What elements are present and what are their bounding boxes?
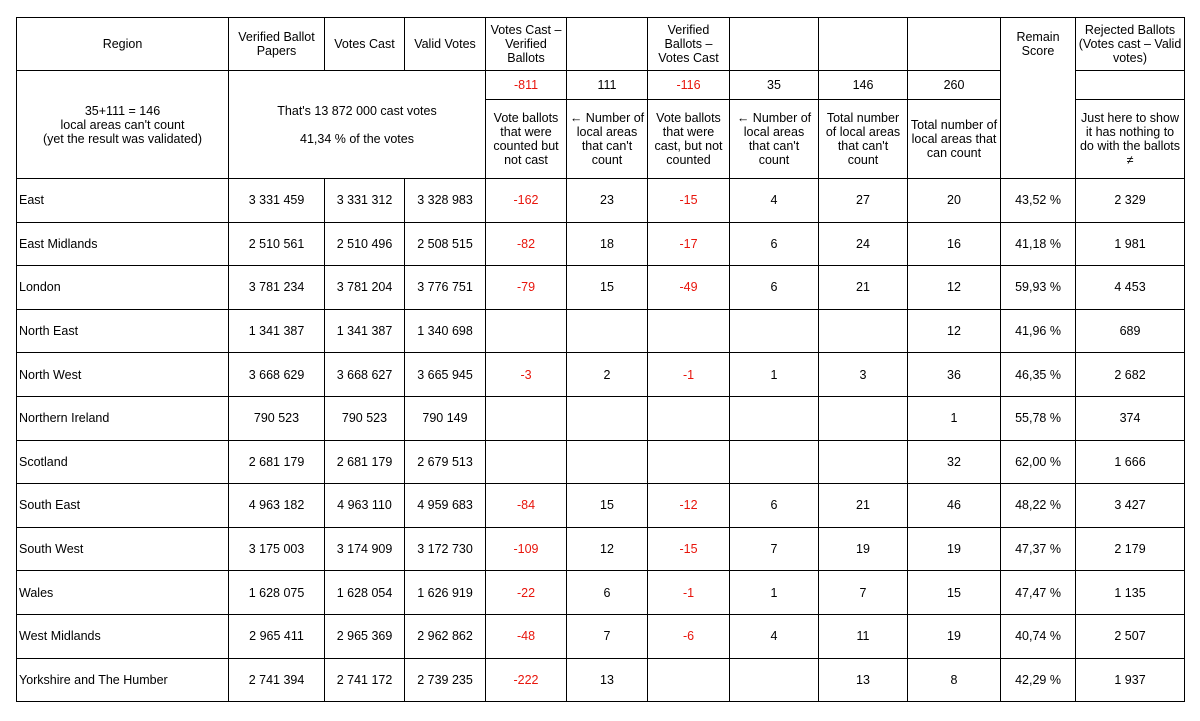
table-row [17, 527, 1185, 571]
cell-verified: 4 963 182 [229, 484, 325, 528]
cell-diff1: -82 [486, 222, 567, 266]
cell-can: 8 [908, 658, 1001, 702]
header-blank1 [567, 18, 648, 71]
cell-rejected: 1 981 [1076, 222, 1185, 266]
cell-region: South East [17, 484, 229, 528]
table-row [17, 614, 1185, 658]
cell-diff2: -1 [648, 571, 730, 615]
cell-verified: 1 341 387 [229, 309, 325, 353]
cell-can: 36 [908, 353, 1001, 397]
desc-diff2: Vote ballots that were cast, but not counted [648, 100, 730, 179]
cell-remain: 40,74 % [1001, 614, 1076, 658]
table-row [17, 658, 1185, 702]
cell-cast: 3 781 204 [325, 266, 405, 310]
cell-valid: 2 508 515 [405, 222, 486, 266]
cell-cant: 11 [819, 614, 908, 658]
cell-valid: 790 149 [405, 396, 486, 440]
cell-verified: 2 965 411 [229, 614, 325, 658]
cell-cast: 3 668 627 [325, 353, 405, 397]
cell-diff1 [486, 440, 567, 484]
cell-remain: 47,37 % [1001, 527, 1076, 571]
cell-diff2: -1 [648, 353, 730, 397]
table-row [17, 309, 1185, 353]
cell-cast: 2 741 172 [325, 658, 405, 702]
table-row [17, 484, 1185, 528]
cell-diff2: -6 [648, 614, 730, 658]
cell-region: London [17, 266, 229, 310]
cell-cast: 4 963 110 [325, 484, 405, 528]
cell-cast: 1 628 054 [325, 571, 405, 615]
desc-count1: ← Number of local areas that can't count [567, 100, 648, 179]
cell-can: 46 [908, 484, 1001, 528]
cell-region: North West [17, 353, 229, 397]
header-blank2 [730, 18, 819, 71]
cell-remain: 47,47 % [1001, 571, 1076, 615]
cell-cant: 24 [819, 222, 908, 266]
cell-n1: 23 [567, 179, 648, 223]
summary-areas-line3: (yet the result was validated) [42, 131, 203, 146]
cell-valid: 3 172 730 [405, 527, 486, 571]
cell-valid: 1 626 919 [405, 571, 486, 615]
cell-diff2: -15 [648, 179, 730, 223]
cell-diff2 [648, 309, 730, 353]
cell-region: Wales [17, 571, 229, 615]
cell-cast: 3 331 312 [325, 179, 405, 223]
cell-diff2 [648, 658, 730, 702]
cell-valid: 3 328 983 [405, 179, 486, 223]
cell-rejected: 689 [1076, 309, 1185, 353]
cell-rejected: 1 666 [1076, 440, 1185, 484]
cell-verified: 1 628 075 [229, 571, 325, 615]
cell-n2: 1 [730, 571, 819, 615]
cell-n2: 4 [730, 614, 819, 658]
desc-rejected: Just here to show it has nothing to do with the ballots ≠ [1076, 100, 1185, 179]
summary-cast-cell [229, 71, 486, 179]
cell-cant: 21 [819, 266, 908, 310]
cell-diff1 [486, 309, 567, 353]
summary-cast-line2: 41,34 % of the votes [300, 131, 414, 146]
cell-n1: 13 [567, 658, 648, 702]
summary-cast-line1: That's 13 872 000 cast votes [277, 103, 437, 118]
cell-rejected: 1 135 [1076, 571, 1185, 615]
cell-can: 1 [908, 396, 1001, 440]
rejected-blank [1076, 71, 1185, 100]
cell-cant [819, 309, 908, 353]
cell-n2: 6 [730, 484, 819, 528]
cell-cant: 19 [819, 527, 908, 571]
cell-verified: 3 781 234 [229, 266, 325, 310]
cell-n1 [567, 396, 648, 440]
cell-diff1: -22 [486, 571, 567, 615]
desc-count2: ← Number of local areas that can't count [730, 100, 819, 179]
header-diff1: Votes Cast – Verified Ballots [486, 18, 567, 71]
cell-verified: 3 331 459 [229, 179, 325, 223]
header-valid-votes: Valid Votes [405, 18, 486, 71]
table-row [17, 571, 1185, 615]
cell-rejected: 2 682 [1076, 353, 1185, 397]
cell-remain: 46,35 % [1001, 353, 1076, 397]
referendum-table [16, 17, 1185, 702]
cell-valid: 3 665 945 [405, 353, 486, 397]
cell-valid: 3 776 751 [405, 266, 486, 310]
cell-can: 16 [908, 222, 1001, 266]
cell-region: Scotland [17, 440, 229, 484]
desc-can-count: Total number of local areas that can count [908, 100, 1001, 179]
cell-n1 [567, 309, 648, 353]
summary-areas-line2: local areas can't count [60, 117, 185, 132]
region-rows [17, 179, 1185, 702]
cell-diff1: -84 [486, 484, 567, 528]
cell-diff2: -17 [648, 222, 730, 266]
total-count1: 111 [567, 71, 648, 100]
cell-n1: 18 [567, 222, 648, 266]
cell-remain: 42,29 % [1001, 658, 1076, 702]
cell-remain: 43,52 % [1001, 179, 1076, 223]
cell-valid: 2 962 862 [405, 614, 486, 658]
cell-diff2: -49 [648, 266, 730, 310]
cell-diff1 [486, 396, 567, 440]
cell-cant: 7 [819, 571, 908, 615]
total-cant-count: 146 [819, 71, 908, 100]
cell-valid: 1 340 698 [405, 309, 486, 353]
cell-rejected: 1 937 [1076, 658, 1185, 702]
header-row [17, 18, 1185, 71]
header-remain [1001, 18, 1076, 179]
cell-diff1: -109 [486, 527, 567, 571]
cell-n2: 1 [730, 353, 819, 397]
cell-n1: 6 [567, 571, 648, 615]
cell-can: 12 [908, 309, 1001, 353]
cell-verified: 790 523 [229, 396, 325, 440]
cell-rejected: 2 507 [1076, 614, 1185, 658]
cell-region: South West [17, 527, 229, 571]
cell-rejected: 3 427 [1076, 484, 1185, 528]
cell-n2 [730, 658, 819, 702]
cell-remain: 41,96 % [1001, 309, 1076, 353]
cell-diff1: -79 [486, 266, 567, 310]
table-row [17, 266, 1185, 310]
cell-region: East Midlands [17, 222, 229, 266]
total-count2: 35 [730, 71, 819, 100]
header-diff2: Verified Ballots – Votes Cast [648, 18, 730, 71]
cell-remain: 55,78 % [1001, 396, 1076, 440]
cell-remain: 48,22 % [1001, 484, 1076, 528]
cell-verified: 2 741 394 [229, 658, 325, 702]
cell-n2 [730, 440, 819, 484]
cell-n2 [730, 396, 819, 440]
cell-can: 19 [908, 614, 1001, 658]
table-row [17, 179, 1185, 223]
total-can-count: 260 [908, 71, 1001, 100]
cell-rejected: 374 [1076, 396, 1185, 440]
cell-cast: 1 341 387 [325, 309, 405, 353]
table-row [17, 222, 1185, 266]
cell-diff2: -15 [648, 527, 730, 571]
cell-diff2 [648, 440, 730, 484]
cell-cant [819, 440, 908, 484]
cell-region: Northern Ireland [17, 396, 229, 440]
cell-n2: 6 [730, 222, 819, 266]
cell-rejected: 2 329 [1076, 179, 1185, 223]
cell-region: Yorkshire and The Humber [17, 658, 229, 702]
header-blank3 [819, 18, 908, 71]
cell-can: 19 [908, 527, 1001, 571]
cell-cant [819, 396, 908, 440]
cell-can: 12 [908, 266, 1001, 310]
cell-n2: 6 [730, 266, 819, 310]
cell-valid: 2 679 513 [405, 440, 486, 484]
header-region: Region [17, 18, 229, 71]
summary-cast-gap [231, 118, 483, 132]
cell-valid: 2 739 235 [405, 658, 486, 702]
cell-remain: 41,18 % [1001, 222, 1076, 266]
cell-n2 [730, 309, 819, 353]
cell-diff1: -3 [486, 353, 567, 397]
summary-areas-cell [17, 71, 229, 179]
cell-cast: 2 681 179 [325, 440, 405, 484]
cell-cast: 790 523 [325, 396, 405, 440]
summary-areas-line1: 35+111 = 146 [84, 103, 161, 118]
cell-n1: 15 [567, 266, 648, 310]
cell-n1: 7 [567, 614, 648, 658]
header-blank4 [908, 18, 1001, 71]
cell-n2: 4 [730, 179, 819, 223]
cell-diff1: -222 [486, 658, 567, 702]
cell-cant: 3 [819, 353, 908, 397]
cell-n1 [567, 440, 648, 484]
header-verified: Verified Ballot Papers [229, 18, 325, 71]
cell-cant: 13 [819, 658, 908, 702]
cell-verified: 2 681 179 [229, 440, 325, 484]
cell-remain: 59,93 % [1001, 266, 1076, 310]
cell-verified: 2 510 561 [229, 222, 325, 266]
cell-rejected: 2 179 [1076, 527, 1185, 571]
total-diff1: -811 [486, 71, 567, 100]
cell-diff2: -12 [648, 484, 730, 528]
cell-diff1: -162 [486, 179, 567, 223]
cell-remain: 62,00 % [1001, 440, 1076, 484]
cell-region: East [17, 179, 229, 223]
cell-cant: 27 [819, 179, 908, 223]
cell-n2: 7 [730, 527, 819, 571]
header-rejected: Rejected Ballots (Votes cast – Valid votes) [1076, 18, 1185, 71]
cell-rejected: 4 453 [1076, 266, 1185, 310]
cell-cant: 21 [819, 484, 908, 528]
cell-can: 20 [908, 179, 1001, 223]
cell-cast: 3 174 909 [325, 527, 405, 571]
cell-cast: 2 965 369 [325, 614, 405, 658]
header-votes-cast: Votes Cast [325, 18, 405, 71]
cell-n1: 12 [567, 527, 648, 571]
cell-verified: 3 668 629 [229, 353, 325, 397]
table-row [17, 396, 1185, 440]
cell-diff1: -48 [486, 614, 567, 658]
cell-n1: 15 [567, 484, 648, 528]
desc-diff1: Vote ballots that were counted but not cast [486, 100, 567, 179]
cell-cast: 2 510 496 [325, 222, 405, 266]
cell-diff2 [648, 396, 730, 440]
cell-can: 32 [908, 440, 1001, 484]
cell-can: 15 [908, 571, 1001, 615]
table-row [17, 440, 1185, 484]
remain-label: Remain Score [1016, 30, 1060, 58]
cell-verified: 3 175 003 [229, 527, 325, 571]
cell-region: West Midlands [17, 614, 229, 658]
table-row [17, 353, 1185, 397]
cell-valid: 4 959 683 [405, 484, 486, 528]
cell-n1: 2 [567, 353, 648, 397]
cell-region: North East [17, 309, 229, 353]
desc-cant-count: Total number of local areas that can't count [819, 100, 908, 179]
total-diff2: -116 [648, 71, 730, 100]
